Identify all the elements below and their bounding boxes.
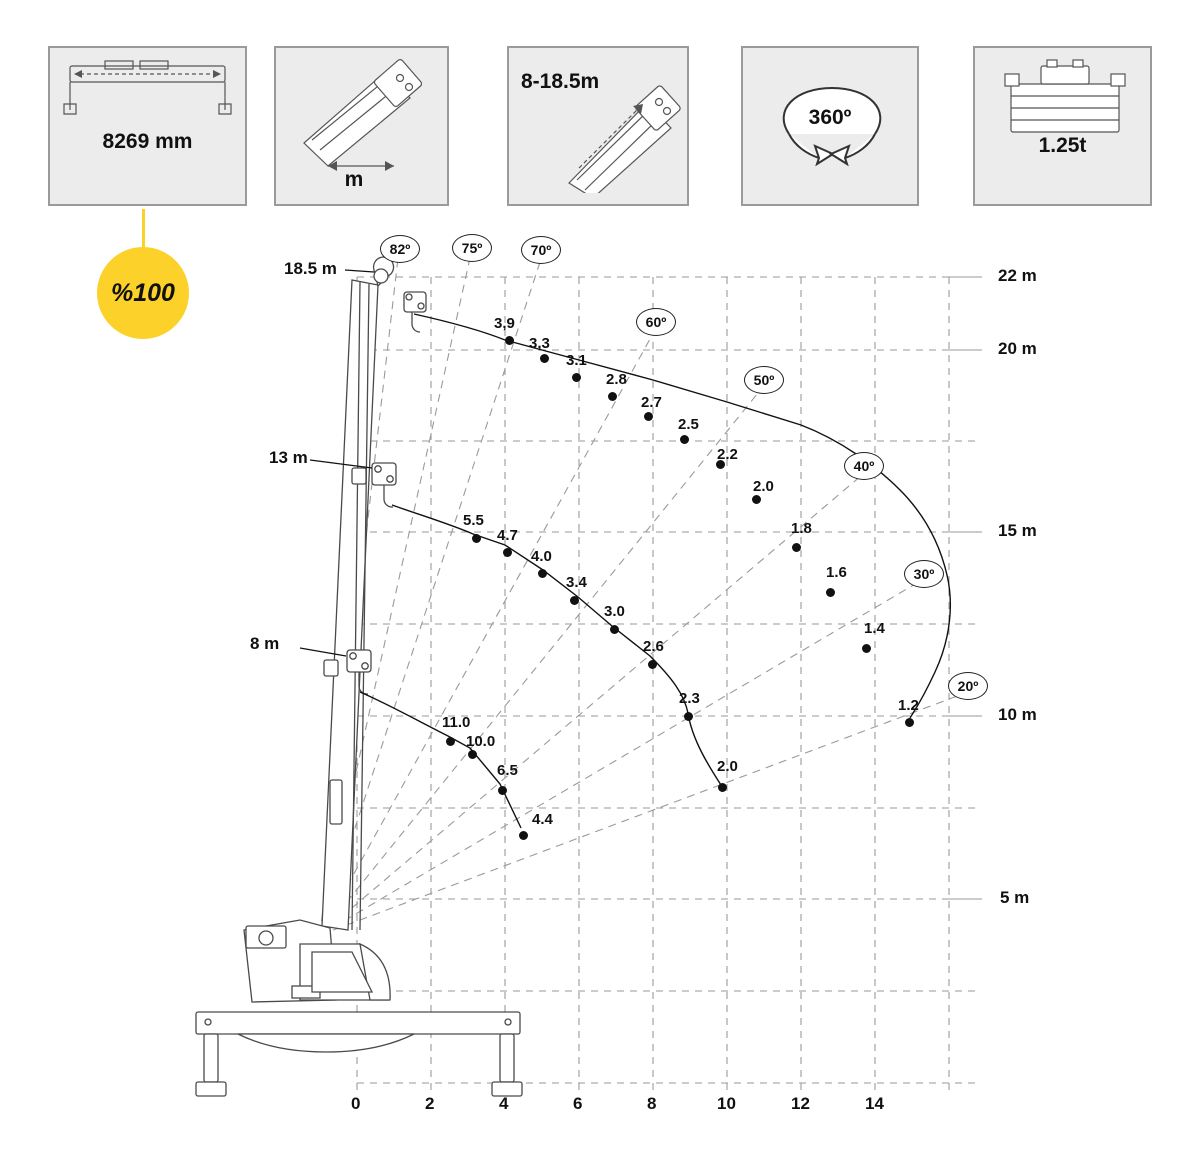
- load-value-label: 4.4: [532, 811, 553, 828]
- x-tick-label: 4: [499, 1094, 509, 1113]
- crane-illustration: [196, 257, 522, 1096]
- angle-bubble-50: 50º: [744, 366, 784, 394]
- boom-length-label-13m: 13 m: [269, 448, 308, 467]
- data-point: [472, 534, 481, 543]
- load-value-label: 1.2: [898, 697, 919, 714]
- spec-caption-outrigger-span: 8269 mm: [102, 130, 193, 153]
- angle-rays: [320, 258, 960, 935]
- data-point: [610, 625, 619, 634]
- x-tick-label: 0: [351, 1094, 361, 1113]
- curve-18-5m: [414, 314, 950, 718]
- y-tick-label: 22 m: [998, 266, 1037, 285]
- load-value-label: 11.0: [442, 714, 471, 731]
- load-value-label: 3,9: [494, 315, 515, 332]
- load-curves: [360, 314, 950, 828]
- angle-bubble-75: 75º: [452, 234, 492, 262]
- spec-caption-boom-extension: m: [344, 168, 364, 191]
- data-point: [498, 786, 507, 795]
- data-point: [718, 783, 727, 792]
- boom-length-label-8m: 8 m: [250, 634, 280, 653]
- data-point: [446, 737, 455, 746]
- spec-caption-counterweight: 1.25t: [1038, 134, 1087, 157]
- y-tick-label: 15 m: [998, 521, 1037, 540]
- load-value-label: 5.5: [463, 512, 484, 529]
- boom-length-label-18-5m: 18.5 m: [284, 259, 337, 278]
- y-axis-ticks: [949, 277, 985, 899]
- data-point: [648, 660, 657, 669]
- data-point: [862, 644, 871, 653]
- data-point: [538, 569, 547, 578]
- data-point: [572, 373, 581, 382]
- data-point: [792, 543, 801, 552]
- load-value-label: 2.0: [753, 478, 774, 495]
- y-tick-label: 5 m: [1000, 888, 1030, 907]
- load-value-label: 10.0: [466, 733, 496, 750]
- data-point: [684, 712, 693, 721]
- data-point: [503, 548, 512, 557]
- data-point: [608, 392, 617, 401]
- x-tick-label: 2: [425, 1094, 435, 1113]
- grid-lines: [357, 277, 975, 1092]
- load-value-label: 2.7: [641, 394, 662, 411]
- data-point: [540, 354, 549, 363]
- load-value-label: 3,3: [529, 335, 550, 352]
- x-tick-label: 12: [791, 1094, 810, 1113]
- load-value-label: 3.0: [604, 603, 625, 620]
- load-value-label: 1.6: [826, 564, 847, 581]
- x-tick-label: 8: [647, 1094, 657, 1113]
- load-value-label: 1.4: [864, 620, 885, 637]
- data-point: [680, 435, 689, 444]
- angle-bubble-40: 40º: [844, 452, 884, 480]
- angle-bubble-70: 70º: [521, 236, 561, 264]
- data-point: [752, 495, 761, 504]
- angle-bubble-20: 20º: [948, 672, 988, 700]
- angle-bubble-82: 82º: [380, 235, 420, 263]
- data-point: [570, 596, 579, 605]
- load-value-label: 2.6: [643, 638, 664, 655]
- load-value-label: 3.1: [566, 352, 587, 369]
- load-value-label: 2.2: [717, 446, 738, 463]
- data-point: [905, 718, 914, 727]
- x-tick-label: 10: [717, 1094, 736, 1113]
- load-value-label: 1.8: [791, 520, 812, 537]
- load-value-label: 2.5: [678, 416, 699, 433]
- capacity-badge: %100: [97, 247, 189, 339]
- data-point: [644, 412, 653, 421]
- load-value-label: 3.4: [566, 574, 587, 591]
- load-value-label: 2.3: [679, 690, 700, 707]
- spec-caption-slew-range: 360º: [808, 106, 852, 129]
- x-tick-label: 6: [573, 1094, 583, 1113]
- load-value-label: 2.8: [606, 371, 627, 388]
- x-tick-label: 14: [865, 1094, 884, 1113]
- data-point: [826, 588, 835, 597]
- data-point: [519, 831, 528, 840]
- data-point: [468, 750, 477, 759]
- angle-bubble-30: 30º: [904, 560, 944, 588]
- y-tick-label: 20 m: [998, 339, 1037, 358]
- y-tick-label: 10 m: [998, 705, 1037, 724]
- curve-13m: [392, 505, 721, 785]
- load-value-label: 4.0: [531, 548, 552, 565]
- angle-bubble-60: 60º: [636, 308, 676, 336]
- load-value-label: 4.7: [497, 527, 518, 544]
- load-value-label: 6.5: [497, 762, 518, 779]
- spec-caption-jib-extension: 8-18.5m: [521, 70, 600, 93]
- data-point: [505, 336, 514, 345]
- load-value-label: 2.0: [717, 758, 738, 775]
